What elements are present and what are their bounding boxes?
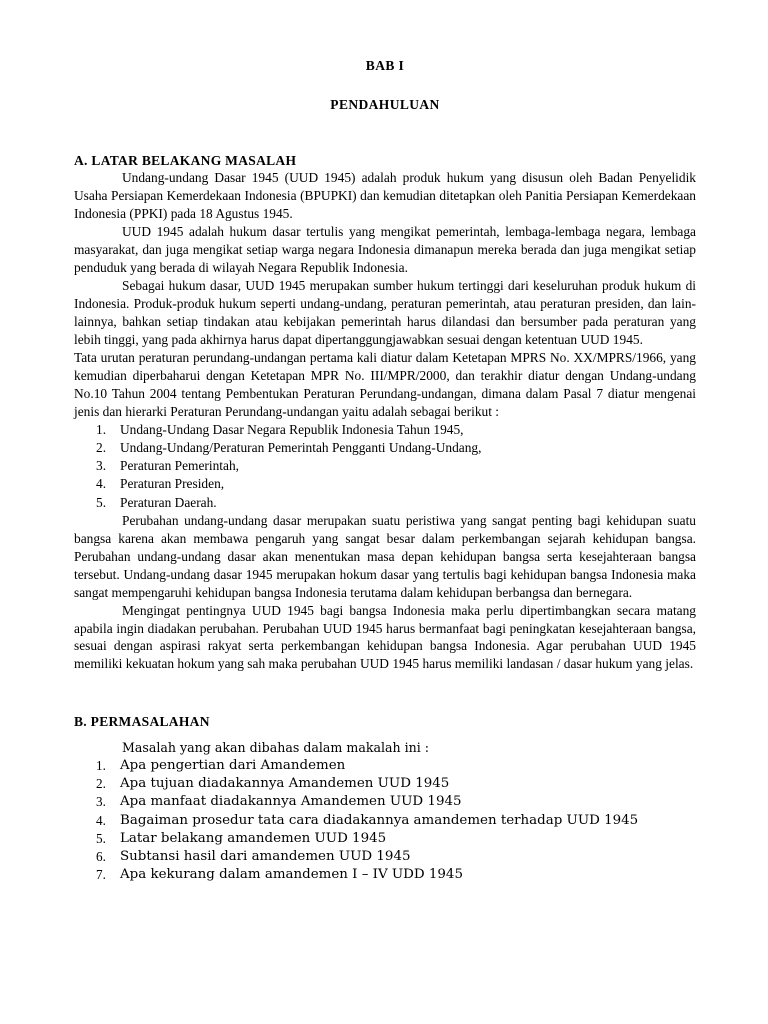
list-item-marker: 3. [96,458,107,474]
list-item-marker: 6. [96,849,106,865]
list-item-label: Undang-Undang Dasar Negara Republik Indonesia Tahun 1945, [120,421,464,437]
chapter-title: PENDAHULUAN [330,97,440,113]
list-item-marker: 4. [96,812,106,828]
list-item [74,757,696,775]
paragraph-latar-belakang-2: UUD 1945 adalah hukum dasar tertulis yang mengikat pemerintah, lembaga-lembaga negara, lembaga masyarakat, dan juga mengikat setiap warga negara Indonesia dimanapun mereka berada dan juga mengikat setiap penduduk yang berada di wilayah Negara Republik Indonesia. [74,224,696,276]
list-item-marker: 3. [96,794,106,810]
list-item-label: Undang-Undang/Peraturan Pemerintah Pengganti Undang-Undang, [120,439,482,455]
section-permasalahan [74,714,696,884]
chapter-label: BAB I [365,58,405,73]
list-item-marker: 4. [96,476,107,492]
list-item-label: Peraturan Daerah. [120,494,217,510]
list-item [74,793,696,811]
list-item-label: Peraturan Presiden, [120,476,225,492]
list-item [74,866,696,884]
list-item-label: Bagaiman prosedur tata cara diadakannya amandemen terhadap UUD 1945 [120,812,639,828]
hierarchy-list [74,421,696,512]
paragraph-latar-belakang-4: Tata urutan peraturan perundang-undangan pertama kali diatur dalam Ketetapan MPRS No. XX/MPRS/1966, yang kemudian diperbaharui dengan Ketetapan MPR No. III/MPR/2000, dan terakhir diatur dengan Undang-undang No.10 Tahun 2004 tentang Pembentukan Peraturan Perundang-undangan, dimana dalam Pasal 7 diatur mengenai jenis dan hierarki Peraturan Perundang-undangan yaitu adalah sebagai berikut : [74,349,696,419]
document-body [74,58,696,885]
list-item [74,830,696,848]
permasalahan-intro: Masalah yang akan dibahas dalam makalah ini : [122,740,430,756]
list-item [74,475,696,493]
paragraph-latar-belakang-3: Sebagai hukum dasar, UUD 1945 merupakan sumber hukum tertinggi dari keseluruhan produk hukum di Indonesia. Produk-produk hukum seperti undang-undang, peraturan pemerintah, atau peraturan presiden, dan lain-lainnya, bahkan setiap tindakan atau kebijakan pemerintah harus dilandasi dan bersumber pada peraturan yang lebih tinggi, yang pada akhirnya harus dapat dipertanggungjawabkan sesuai dengan ketentuan UUD 1945. [74,278,696,347]
list-item-label: Latar belakang amandemen UUD 1945 [120,830,387,846]
list-item-marker: 2. [96,439,107,455]
list-item-label: Peraturan Pemerintah, [120,458,239,474]
list-item-marker: 1. [96,758,106,774]
list-item-label: Apa pengertian dari Amandemen [120,758,346,774]
list-item [74,848,696,866]
list-item-marker: 5. [96,494,107,510]
list-item-marker: 2. [96,776,106,792]
paragraph-latar-belakang-5: Perubahan undang-undang dasar merupakan suatu peristiwa yang sangat penting bagi kehidupan suatu bangsa karena akan membawa pengaruh yang sangat besar dalam perkembangan sejarah kehidupan bangsa. Perubahan undang-undang dasar akan menentukan masa depan kehidupan bangsa serta kesejahteraan bangsa tersebut. Undang-undang dasar 1945 merupakan hokum dasar yang tertulis bagi kehidupan bangsa Indonesia maka sangat mempengaruhi kehidupan bangsa Indonesia terutama dalam kehidupan berbangsa dan bernegara. [74,512,696,600]
list-item-marker: 1. [96,421,107,437]
paragraph-latar-belakang-1: Undang-undang Dasar 1945 (UUD 1945) adalah produk hukum yang disusun oleh Badan Penyelidik Usaha Persiapan Kemerdekaan Indonesia (BPUPKI) dan kemudian ditetapkan oleh Panitia Persiapan Kemerdekaan Indonesia (PPKI) pada 18 Agustus 1945. [74,170,696,222]
problem-list [74,757,696,885]
list-item-label: Apa kekurang dalam amandemen I – IV UDD 1945 [120,867,463,883]
section-heading-permasalahan: B. PERMASALAHAN [74,714,210,730]
paragraph-latar-belakang-6: Mengingat pentingnya UUD 1945 bagi bangsa Indonesia maka perlu dipertimbangkan secara matang apabila ingin diadakan perubahan. Perubahan UUD 1945 harus bermanfaat bagi peningkatan kesejahteraan bangsa, sesuai dengan aspirasi rakyat serta perkembangan kehidupan bangsa Indonesia. Agar perubahan UUD 1945 memiliki kekuatan hokum yang sah maka perubahan UUD 1945 harus memiliki landasan / dasar hukum yang jelas. [74,602,696,672]
list-item [74,421,696,439]
list-item-label: Subtansi hasil dari amandemen UUD 1945 [120,849,411,865]
list-item-marker: 7. [96,867,106,883]
list-item [74,494,696,512]
section-heading-latar-belakang: A. LATAR BELAKANG MASALAH [74,153,297,169]
list-item [74,775,696,793]
list-item-label: Apa tujuan diadakannya Amandemen UUD 1945 [120,776,450,792]
list-item-marker: 5. [96,830,106,846]
list-item [74,812,696,830]
list-item [74,457,696,475]
list-item-label: Apa manfaat diadakannya Amandemen UUD 1945 [120,794,462,810]
list-item [74,439,696,457]
